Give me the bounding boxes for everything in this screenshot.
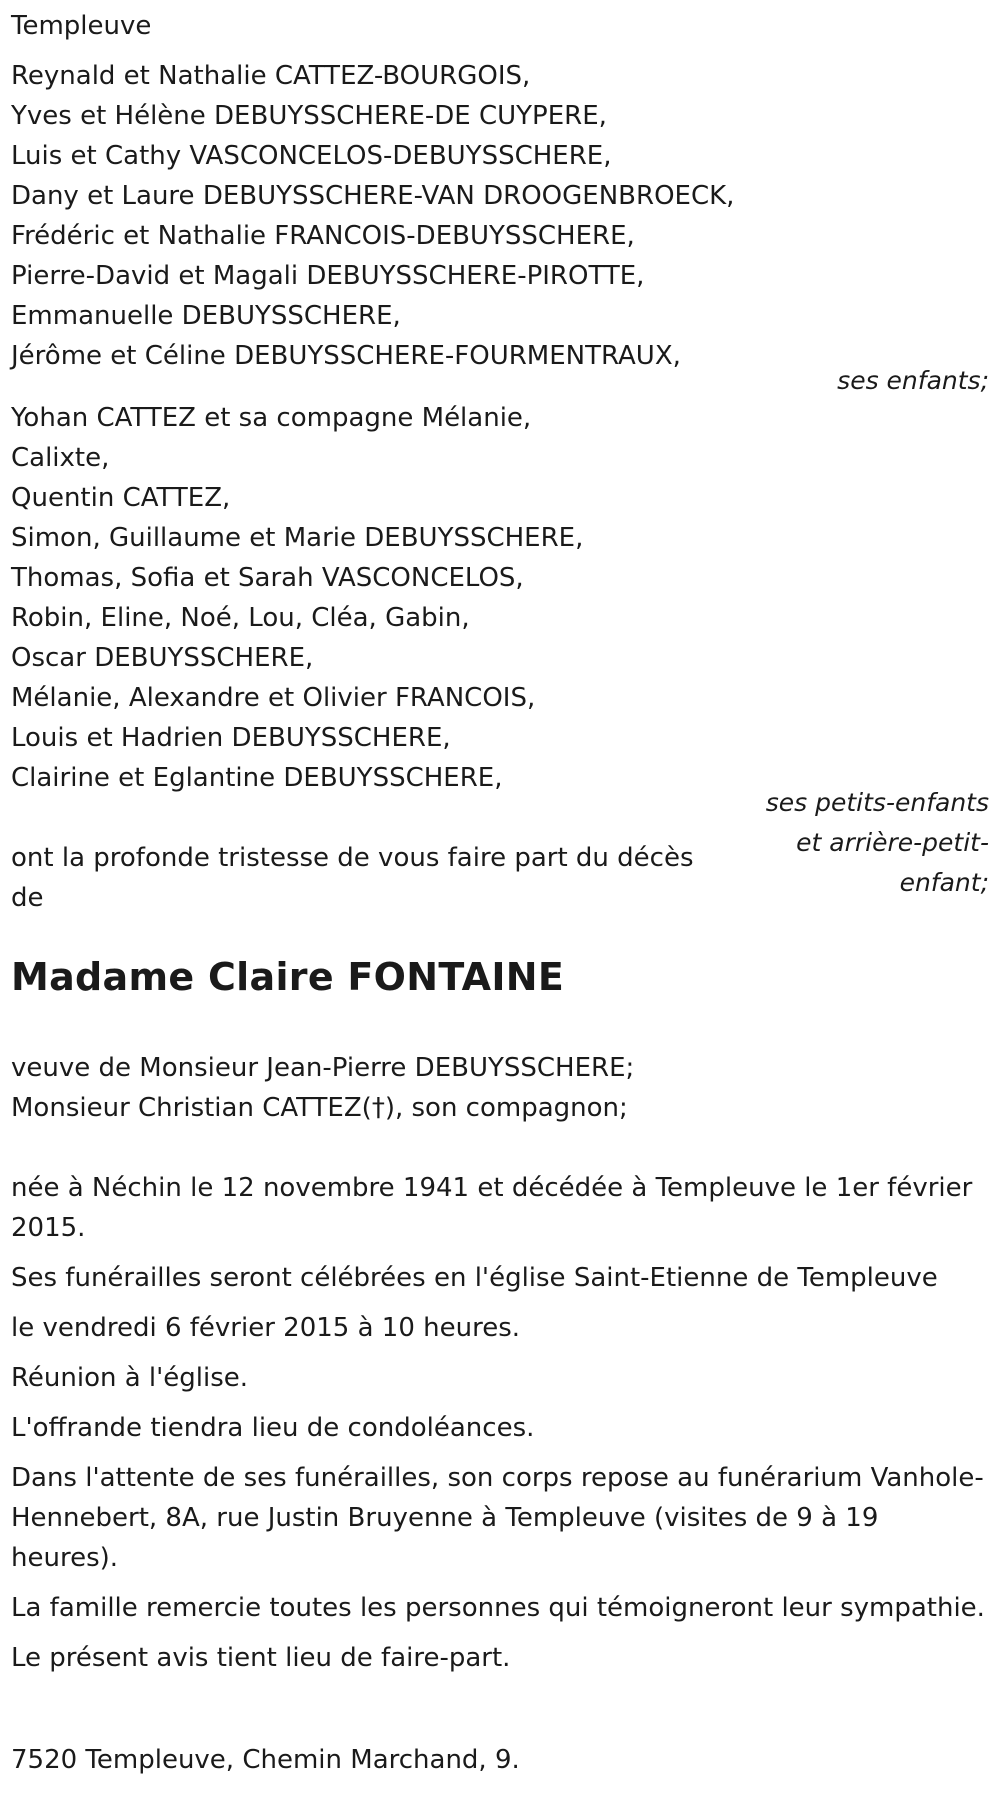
list-item: Jérôme et Céline DEBUYSSCHERE-FOURMENTRAUX, [11,341,681,371]
announcement-text: ont la profonde tristesse de vous faire part du décès de [11,843,694,913]
list-item: Robin, Eline, Noé, Lou, Cléa, Gabin, [11,603,470,633]
thanks-paragraph: La famille remercie toutes les personnes qui témoigneront leur sympathie. [11,1593,985,1623]
list-item: Frédéric et Nathalie FRANCOIS-DEBUYSSCHERE, [11,221,635,251]
list-item: Quentin CATTEZ, [11,483,231,513]
details-section [11,1168,986,1688]
children-role: ses enfants; [837,366,989,395]
list-item: Simon, Guillaume et Marie DEBUYSSCHERE, [11,523,584,553]
funeral-church-paragraph: Ses funérailles seront célébrées en l'église Saint-Etienne de Templeuve [11,1263,938,1293]
relations [11,1048,634,1128]
list-item: Oscar DEBUYSSCHERE, [11,643,314,673]
offering-paragraph: L'offrande tiendra lieu de condoléances. [11,1413,535,1443]
list-item: Thomas, Sofia et Sarah VASCONCELOS, [11,563,524,593]
relation-line: veuve de Monsieur Jean-Pierre DEBUYSSCHERE; [11,1053,635,1083]
children-list [11,56,734,376]
list-item: Calixte, [11,443,110,473]
list-item: Mélanie, Alexandre et Olivier FRANCOIS, [11,683,536,713]
funerarium-paragraph: Dans l'attente de ses funérailles, son corps repose au funérarium Vanhole-Hennebert, 8A, rue Justin Bruyenne à Templeuve (visites de 9 à 19 heures). [11,1463,984,1573]
location-heading: Templeuve [11,11,152,41]
list-item: Reynald et Nathalie CATTEZ-BOURGOIS, [11,61,531,91]
list-item: Emmanuelle DEBUYSSCHERE, [11,301,401,331]
meeting-paragraph: Réunion à l'église. [11,1363,249,1393]
list-item: Yves et Hélène DEBUYSSCHERE-DE CUYPERE, [11,101,607,131]
notice-paragraph: Le présent avis tient lieu de faire-part. [11,1643,511,1673]
list-item: Yohan CATTEZ et sa compagne Mélanie, [11,403,532,433]
grandchildren-list [11,398,583,798]
relation-line: Monsieur Christian CATTEZ(†), son compagnon; [11,1093,628,1123]
funeral-date-paragraph: le vendredi 6 février 2015 à 10 heures. [11,1313,521,1343]
list-item: Luis et Cathy VASCONCELOS-DEBUYSSCHERE, [11,141,612,171]
birth-death-paragraph: née à Néchin le 12 novembre 1941 et décédée à Templeuve le 1er février 2015. [11,1173,973,1243]
list-item: Clairine et Eglantine DEBUYSSCHERE, [11,763,503,793]
list-item: Dany et Laure DEBUYSSCHERE-VAN DROOGENBROECK, [11,181,735,211]
deceased-name: Madame Claire FONTAINE [11,955,565,999]
grandchildren-role: ses petits-enfants et arrière-petit- enfant; [765,788,989,897]
list-item: Louis et Hadrien DEBUYSSCHERE, [11,723,451,753]
list-item: Pierre-David et Magali DEBUYSSCHERE-PIROTTE, [11,261,645,291]
address: 7520 Templeuve, Chemin Marchand, 9. [11,1745,520,1775]
